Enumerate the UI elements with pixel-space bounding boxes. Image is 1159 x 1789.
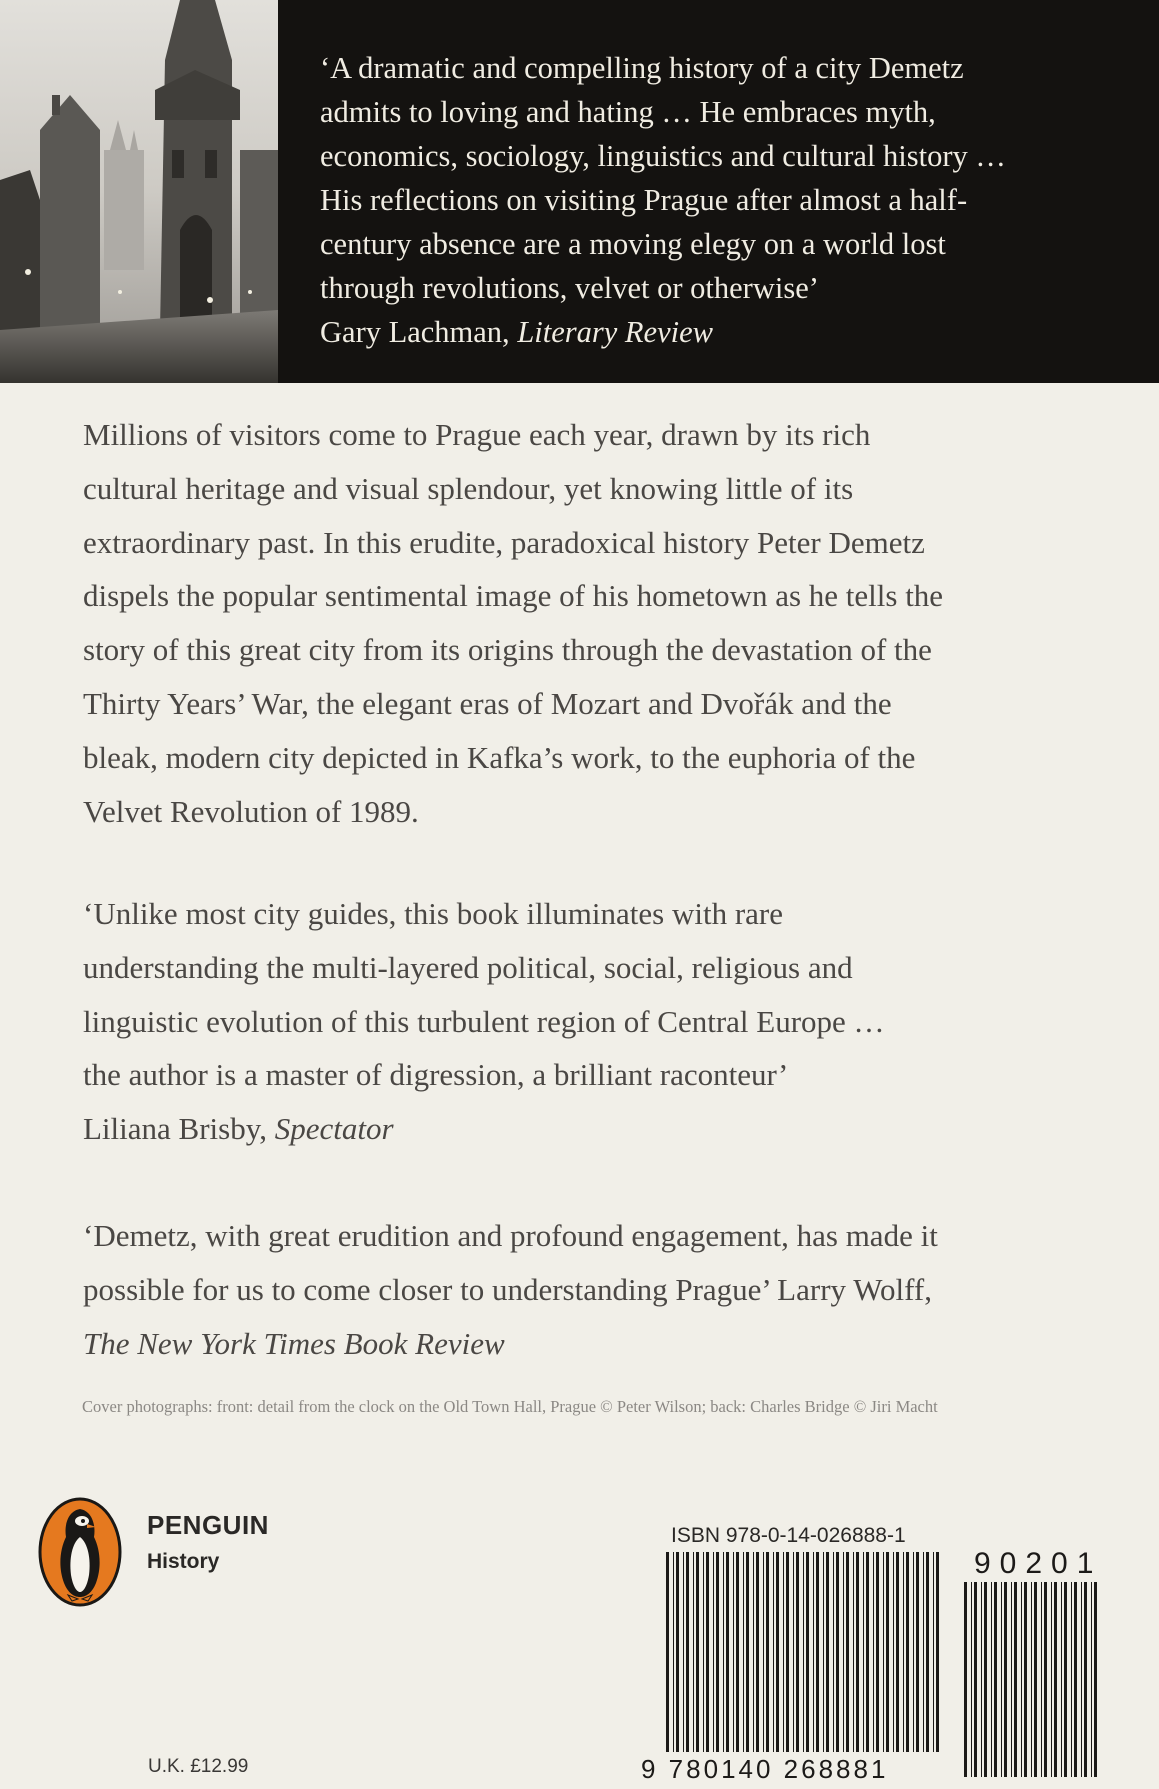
- barcode-bar: [971, 1582, 972, 1777]
- barcode-bar: [796, 1552, 799, 1752]
- isbn-barcode: [664, 1552, 944, 1752]
- barcode-bar: [1031, 1582, 1032, 1777]
- barcode-bar: [1084, 1582, 1087, 1777]
- charles-bridge-photo: [0, 0, 278, 383]
- barcode-bar: [806, 1552, 809, 1752]
- description-line: extraordinary past. In this erudite, paradoxical history Peter Demetz: [83, 524, 925, 560]
- barcode-bar: [803, 1552, 804, 1752]
- barcode-bar: [813, 1552, 814, 1752]
- barcode-bar: [936, 1552, 939, 1752]
- barcode-bar: [893, 1552, 894, 1752]
- barcode-bar: [883, 1552, 884, 1752]
- barcode-bar: [933, 1552, 934, 1752]
- description-line: Millions of visitors come to Prague each year, drawn by its rich: [83, 417, 871, 452]
- barcode-bar: [873, 1552, 874, 1752]
- barcode-bar: [1004, 1582, 1007, 1777]
- barcode-bar: [733, 1552, 734, 1752]
- barcode-bar: [1091, 1582, 1092, 1777]
- barcode-bar: [1054, 1582, 1057, 1777]
- description-line: Velvet Revolution of 1989.: [83, 793, 419, 829]
- barcode-bar: [1011, 1582, 1012, 1777]
- barcode-bar: [974, 1582, 977, 1777]
- barcode-bar: [743, 1552, 744, 1752]
- quote-line: ‘Demetz, with great erudition and profound engagement, has made it: [83, 1218, 938, 1253]
- quote-line: ‘A dramatic and compelling history of a city Demetz: [320, 51, 964, 85]
- barcode-bar: [696, 1552, 699, 1752]
- barcode-bar: [843, 1552, 844, 1752]
- barcode-bar: [1081, 1582, 1082, 1777]
- quote-line: the author is a master of digression, a brilliant raconteur’: [83, 1057, 789, 1093]
- cover-photo-credits: Cover photographs: front: detail from the clock on the Old Town Hall, Prague © Peter Wilson; back: Charles Bridge © Jiri Macht: [82, 1397, 938, 1416]
- barcode-bar: [1044, 1582, 1047, 1777]
- publisher-name: PENGUIN: [147, 1510, 269, 1540]
- penguin-logo-icon: [38, 1497, 122, 1607]
- barcode-bar: [1051, 1582, 1052, 1777]
- isbn-label: ISBN 978-0-14-026888-1: [671, 1524, 906, 1547]
- barcode-bar: [994, 1582, 997, 1777]
- quote-source: Literary Review: [517, 315, 713, 349]
- description-line: cultural heritage and visual splendour, yet knowing little of its: [83, 470, 854, 506]
- barcode-bar: [766, 1552, 769, 1752]
- addon-digits: 90201: [974, 1547, 1103, 1580]
- description-line: Thirty Years’ War, the elegant eras of Mozart and Dvořák and the: [83, 685, 892, 721]
- barcode-bar: [866, 1552, 869, 1752]
- book-description: [83, 408, 1123, 838]
- barcode-bar: [836, 1552, 839, 1752]
- description-line: story of this great city from its origins through the devastation of the: [83, 632, 932, 668]
- barcode-bar: [753, 1552, 754, 1752]
- quote-author: Gary Lachman,: [320, 315, 518, 349]
- barcode-bar: [713, 1552, 714, 1752]
- quote-line: through revolutions, velvet or otherwise’: [320, 271, 819, 305]
- barcode-bar: [981, 1582, 982, 1777]
- quote-line: possible for us to come closer to understanding Prague’ Larry Wolff,: [83, 1271, 932, 1307]
- barcode-bar: [833, 1552, 834, 1752]
- barcode-bar: [1014, 1582, 1017, 1777]
- barcode-bar: [746, 1552, 749, 1752]
- review-quote-nyt: [83, 1209, 1143, 1370]
- barcode-bar: [863, 1552, 864, 1752]
- price-addon-barcode: [962, 1582, 1102, 1777]
- barcode-bar: [826, 1552, 829, 1752]
- barcode-bar: [736, 1552, 739, 1752]
- barcode-bar: [1024, 1582, 1027, 1777]
- barcode-bar: [926, 1552, 929, 1752]
- barcode-bar: [846, 1552, 849, 1752]
- publisher-series: History: [147, 1550, 220, 1573]
- barcode-bar: [896, 1552, 899, 1752]
- quote-source: Spectator: [274, 1111, 394, 1147]
- barcode-bar: [916, 1552, 919, 1752]
- barcode-bar: [783, 1552, 784, 1752]
- barcode-bar: [673, 1552, 674, 1752]
- barcode-bar: [903, 1552, 904, 1752]
- barcode-bar: [683, 1552, 684, 1752]
- barcode-bar: [1074, 1582, 1077, 1777]
- quote-attribution: [83, 1317, 1143, 1371]
- quote-line: understanding the multi-layered political, social, religious and: [83, 949, 853, 985]
- description-line: bleak, modern city depicted in Kafka’s work, to the euphoria of the: [83, 739, 916, 775]
- barcode-bar: [876, 1552, 879, 1752]
- barcode-bar: [816, 1552, 819, 1752]
- barcode-bar: [773, 1552, 774, 1752]
- barcode-bar: [1034, 1582, 1037, 1777]
- price-label: U.K. £12.99: [148, 1756, 249, 1777]
- quote-line: linguistic evolution of this turbulent region of Central Europe …: [83, 1003, 885, 1039]
- barcode-bar: [906, 1552, 909, 1752]
- barcode-bar: [703, 1552, 704, 1752]
- barcode-bar: [763, 1552, 764, 1752]
- quote-line: ‘Unlike most city guides, this book illuminates with rare: [83, 896, 783, 931]
- quote-attribution: [83, 1102, 1123, 1156]
- barcode-bar: [776, 1552, 779, 1752]
- barcode-bar: [853, 1552, 854, 1752]
- barcode-bar: [756, 1552, 759, 1752]
- quote-line: economics, sociology, linguistics and cultural history …: [320, 139, 1006, 173]
- quote-line: admits to loving and hating … He embraces myth,: [320, 95, 936, 129]
- barcode-bar: [964, 1582, 967, 1777]
- barcode-bar: [706, 1552, 709, 1752]
- barcode-bar: [913, 1552, 914, 1752]
- barcode-bar: [693, 1552, 694, 1752]
- review-quote-spectator: [83, 887, 1123, 1156]
- barcode-bar: [1001, 1582, 1002, 1777]
- quote-line: century absence are a moving elegy on a world lost: [320, 227, 946, 261]
- barcode-bar: [726, 1552, 729, 1752]
- description-line: dispels the popular sentimental image of his hometown as he tells the: [83, 578, 944, 614]
- barcode-bar: [1094, 1582, 1097, 1777]
- barcode-bar: [856, 1552, 859, 1752]
- barcode-bar: [984, 1582, 987, 1777]
- barcode-bar: [1071, 1582, 1072, 1777]
- barcode-bar: [786, 1552, 789, 1752]
- barcode-bar: [923, 1552, 924, 1752]
- barcode-bar: [716, 1552, 719, 1752]
- barcode-bar: [676, 1552, 679, 1752]
- barcode-bar: [823, 1552, 824, 1752]
- barcode-bar: [1041, 1582, 1042, 1777]
- review-quote-top: [320, 46, 1140, 354]
- barcode-digits: 9 780140 268881: [641, 1754, 889, 1784]
- barcode-bar: [793, 1552, 794, 1752]
- barcode-bar: [686, 1552, 689, 1752]
- barcode-bar: [886, 1552, 889, 1752]
- barcode-bar: [991, 1582, 992, 1777]
- barcode-bar: [1021, 1582, 1022, 1777]
- quote-source: The New York Times Book Review: [83, 1325, 505, 1361]
- barcode-bar: [666, 1552, 669, 1752]
- barcode-bar: [723, 1552, 724, 1752]
- quote-author: Liliana Brisby,: [83, 1111, 275, 1147]
- quote-line: His reflections on visiting Prague after almost a half-: [320, 183, 968, 217]
- publisher-imprint: [147, 1510, 269, 1574]
- barcode-bar: [1061, 1582, 1062, 1777]
- barcode-bar: [1064, 1582, 1067, 1777]
- quote-attribution: [320, 310, 1140, 354]
